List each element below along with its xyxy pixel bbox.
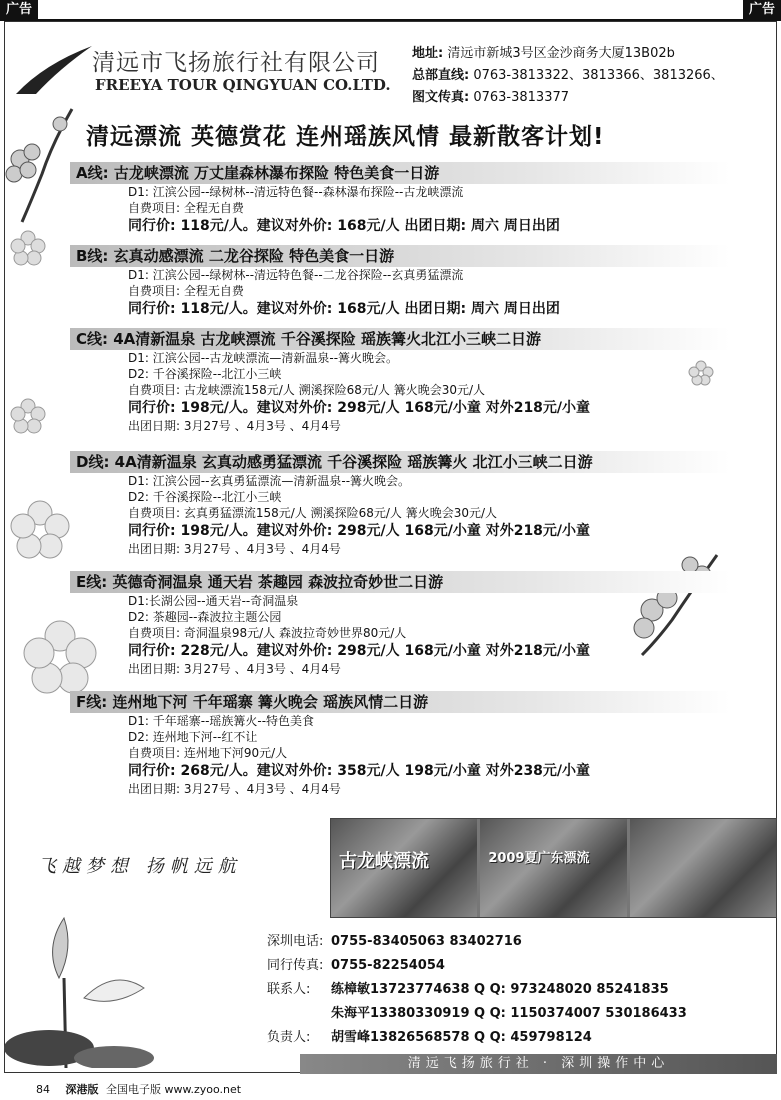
route-f bbox=[70, 691, 730, 797]
shenzhen-contacts bbox=[267, 930, 687, 1050]
route-line: 自费项目: 古龙峡漂流158元/人 溯溪探险68元/人 篝火晚会30元/人 bbox=[128, 383, 486, 397]
route-title: B线: 玄真动感漂流 二龙谷探险 特色美食一日游 bbox=[70, 245, 730, 267]
route-price: 同行价: 268元/人。建议对外价: 358元/人 198元/小童 对外238元/小童 bbox=[128, 763, 591, 779]
route-price: 同行价: 118元/人。建议对外价: 168元/人 出团日期: 周六 周日出团 bbox=[128, 218, 560, 234]
route-line: D1:长湖公园--通天岩--奇洞温泉 bbox=[128, 594, 299, 608]
address-label: 地址: bbox=[412, 46, 444, 61]
route-line: 自费项目: 连州地下河90元/人 bbox=[128, 746, 288, 760]
company-name-cn: 清远市飞扬旅行社有限公司 bbox=[92, 50, 380, 76]
route-line: 自费项目: 玄真勇猛漂流158元/人 溯溪探险68元/人 篝火晚会30元/人 bbox=[128, 506, 498, 520]
route-d bbox=[70, 451, 730, 557]
route-line: D1: 千年瑶寨--瑶族篝火--特色美食 bbox=[128, 714, 315, 728]
sz-fax-label: 同行传真: bbox=[267, 958, 324, 973]
event-photo: 2009夏广东漂流 bbox=[480, 819, 626, 917]
route-line: D1: 江滨公园--绿树林--清远特色餐--二龙谷探险--玄真勇猛漂流 bbox=[128, 268, 464, 282]
address: 清远市新城3号区金沙商务大厦13B02b bbox=[447, 46, 675, 61]
sz-head-label: 负责人: bbox=[267, 1030, 311, 1045]
ad-label-left: 广告 bbox=[0, 0, 38, 20]
footer-bar: 清远飞扬旅行社 · 深圳操作中心 bbox=[300, 1054, 777, 1074]
hq-phones: 0763-3813322、3813366、3813266、 bbox=[473, 68, 724, 83]
fax: 0763-3813377 bbox=[473, 90, 570, 105]
lotus-icon bbox=[4, 898, 154, 1068]
route-b bbox=[70, 245, 730, 319]
route-line: D1: 江滨公园--古龙峡漂流—清新温泉--篝火晚会。 bbox=[128, 351, 399, 365]
company-name-en: FREEYA TOUR QINGYUAN CO.LTD. bbox=[95, 76, 391, 94]
rafting-photo: 古龙峡漂流 bbox=[331, 819, 477, 917]
page-number: 84 bbox=[36, 1083, 50, 1096]
route-title: E线: 英德奇洞温泉 通天岩 茶趣园 森波拉奇妙世二日游 bbox=[70, 571, 730, 593]
sz-contact-label: 联系人: bbox=[267, 982, 311, 997]
route-title: A线: 古龙峡漂流 万丈崖森林瀑布探险 特色美食一日游 bbox=[70, 162, 730, 184]
flower-icon bbox=[10, 230, 46, 266]
route-line: 自费项目: 全程无自费 bbox=[128, 284, 244, 298]
route-dates: 出团日期: 3月27号 、4月3号 、4月4号 bbox=[128, 542, 341, 556]
sz-head: 胡雪峰13826568578 Q Q: 459798124 bbox=[331, 1030, 592, 1045]
route-title: F线: 连州地下河 千年瑶寨 篝火晚会 瑶族风情二日游 bbox=[70, 691, 730, 713]
route-price: 同行价: 118元/人。建议对外价: 168元/人 出团日期: 周六 周日出团 bbox=[128, 301, 560, 317]
sz-contact-2: 朱海平13380330919 Q Q: 1150374007 530186433 bbox=[331, 1006, 687, 1021]
route-line: D2: 千谷溪探险--北江小三峡 bbox=[128, 367, 282, 381]
route-dates: 出团日期: 3月27号 、4月3号 、4月4号 bbox=[128, 662, 341, 676]
hq-label: 总部直线: bbox=[412, 68, 470, 83]
route-price: 同行价: 198元/人。建议对外价: 298元/人 168元/小童 对外218元/小童 bbox=[128, 523, 591, 539]
fax-label: 图文传真: bbox=[412, 90, 470, 105]
route-price: 同行价: 228元/人。建议对外价: 298元/人 168元/小童 对外218元/小童 bbox=[128, 643, 591, 659]
route-c bbox=[70, 328, 730, 434]
slogan: 飞越梦想 扬帆远航 bbox=[38, 856, 242, 877]
route-line: D2: 茶趣园--森波拉主题公园 bbox=[128, 610, 282, 624]
flower-icon bbox=[10, 398, 46, 434]
page-footer bbox=[36, 1081, 241, 1097]
sail-logo-icon bbox=[14, 44, 94, 96]
route-title: C线: 4A清新温泉 古龙峡漂流 千谷溪探险 瑶族篝火北江小三峡二日游 bbox=[70, 328, 730, 350]
route-line: D2: 千谷溪探险--北江小三峡 bbox=[128, 490, 282, 504]
route-line: D1: 江滨公园--玄真勇猛漂流—清新温泉--篝火晚会。 bbox=[128, 474, 411, 488]
sz-contact-1: 练樟敏13723774638 Q Q: 973248020 85241835 bbox=[331, 982, 669, 997]
site: 全国电子版 www.zyoo.net bbox=[106, 1083, 242, 1096]
photo-strip bbox=[330, 818, 777, 918]
contact-block bbox=[412, 43, 724, 109]
flower-icon bbox=[10, 500, 70, 560]
route-price: 同行价: 198元/人。建议对外价: 298元/人 168元/小童 对外218元/小童 bbox=[128, 400, 591, 416]
route-dates: 出团日期: 3月27号 、4月3号 、4月4号 bbox=[128, 419, 341, 433]
sz-fax: 0755-82254054 bbox=[331, 958, 445, 973]
spa-photo bbox=[630, 819, 776, 917]
sz-tel: 0755-83405063 83402716 bbox=[331, 934, 522, 949]
route-title: D线: 4A清新温泉 玄真动感勇猛漂流 千谷溪探险 瑶族篝火 北江小三峡二日游 bbox=[70, 451, 730, 473]
route-line: 自费项目: 全程无自费 bbox=[128, 201, 244, 215]
route-dates: 出团日期: 3月27号 、4月3号 、4月4号 bbox=[128, 782, 341, 796]
route-line: D1: 江滨公园--绿树林--清远特色餐--森林瀑布探险--古龙峡漂流 bbox=[128, 185, 464, 199]
route-line: 自费项目: 奇洞温泉98元/人 森波拉奇妙世界80元/人 bbox=[128, 626, 407, 640]
route-a bbox=[70, 162, 730, 236]
headline: 清远漂流 英德赏花 连州瑶族风情 最新散客计划! bbox=[86, 124, 605, 150]
ad-label-right: 广告 bbox=[743, 0, 781, 20]
route-e bbox=[70, 571, 730, 677]
edition: 深港版 bbox=[65, 1083, 99, 1096]
route-line: D2: 连州地下河--红不让 bbox=[128, 730, 258, 744]
sz-tel-label: 深圳电话: bbox=[267, 934, 324, 949]
